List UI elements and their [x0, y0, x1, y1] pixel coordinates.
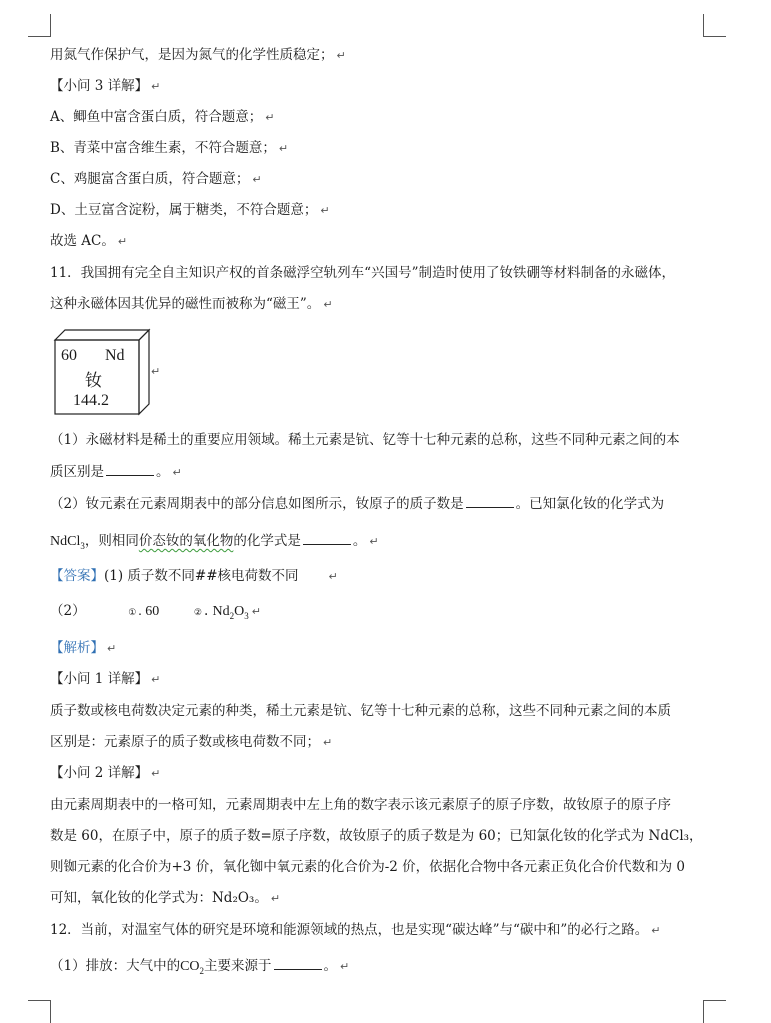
- element-symbol: Nd: [105, 347, 125, 364]
- option-a: A、鲫鱼中富含蛋白质，符合题意； ↵: [50, 109, 275, 125]
- sub-question-2: NdCl$_3$，则相同价态钕的氧化物的化学式是 。 ↵: [50, 530, 379, 556]
- question-12-sub-1: （1）排放：大气中的$CO_2$主要来源于 。 ↵: [50, 955, 349, 981]
- atomic-number: 60: [61, 347, 77, 364]
- option-d: D、土豆富含淀粉，属于糖类，不符合题意； ↵: [50, 202, 330, 218]
- element-name: 钕: [85, 371, 102, 391]
- formula-ndcl3: NdCl$_3$: [50, 534, 85, 551]
- analysis-text: 质子数或核电荷数决定元素的种类，稀土元素是钪、钇等十七种元素的总称，这些不同种元素之间的本质: [50, 703, 671, 719]
- sub-question-2: （2）钕元素在元素周期表中的部分信息如图所示，钕原子的质子数是 。已知氯化钕的化学式为: [50, 493, 664, 514]
- analysis-text: 则铷元素的化合价为+3 价，氧化铷中氧元素的化合价为-2 价，依据化合物中各元素正负化合价代数和为 0: [50, 859, 686, 875]
- analysis-label: 【解析】 ↵: [50, 640, 117, 656]
- sub-question-1: （1）永磁材料是稀土的重要应用领域。稀土元素是钪、钇等十七种元素的总称，这些不同种元素之间的本: [50, 432, 680, 448]
- question-12-text: 12．当前，对温室气体的研究是环境和能源领域的热点，也是实现“碳达峰”与“碳中和”的必行之路。 ↵: [50, 922, 661, 938]
- answer-line-2: （2） ① . 60 ② . $Nd_2O_3$ ↵: [50, 603, 261, 621]
- answer-blank: [303, 530, 351, 545]
- atomic-mass: 144.2: [73, 392, 109, 409]
- section-heading: 【小问 2 详解】 ↵: [50, 765, 161, 781]
- paragraph-mark: ↵: [151, 365, 161, 378]
- answer-blank: [466, 493, 514, 508]
- text-line: 用氮气作保护气，是因为氮气的化学性质稳定； ↵: [50, 47, 346, 63]
- formula-nd2o3: $Nd_2O_3$: [212, 604, 249, 621]
- analysis-text: 数是 60，在原子中，原子的质子数=原子序数，故钕原子的质子数是为 60；已知氯化钕的化学式为 NdCl₃，: [50, 828, 703, 844]
- answer-label: 【答案】: [50, 568, 104, 584]
- sub-question-1: 质区别是 。 ↵: [50, 461, 182, 483]
- analysis-text: 区别是：元素原子的质子数或核电荷数不同； ↵: [50, 734, 333, 750]
- option-c: C、鸡腿富含蛋白质，符合题意； ↵: [50, 171, 262, 187]
- analysis-text: 由元素周期表中的一格可知，元素周期表中左上角的数字表示该元素原子的原子序数，故钕原子的原子序: [50, 797, 671, 813]
- corner-mark-top-right: [703, 14, 726, 37]
- section-heading: 【小问 3 详解】 ↵: [50, 78, 161, 94]
- answer-choice: 故选 AC。 ↵: [50, 233, 128, 249]
- question-11-text: 这种永磁体因其优异的磁性而被称为“磁王”。 ↵: [50, 296, 333, 312]
- element-cell-figure: [53, 328, 153, 416]
- option-b: B、青菜中富含维生素，不符合题意； ↵: [50, 140, 289, 156]
- formula-co2: $CO_2$: [180, 959, 205, 976]
- analysis-text: 可知，氧化钕的化学式为：Nd₂O₃。 ↵: [50, 890, 281, 906]
- corner-mark-bottom-left: [28, 1000, 51, 1023]
- corner-mark-top-left: [28, 14, 51, 37]
- corner-mark-bottom-right: [703, 1000, 726, 1023]
- question-11-text: 11．我国拥有完全自主知识产权的首条磁浮空轨列车“兴国号”制造时使用了钕铁硼等材料制备的永磁体，: [50, 265, 675, 281]
- answer-line: 【答案】(1) 质子数不同##核电荷数不同 ↵: [50, 568, 338, 584]
- answer-blank: [106, 461, 154, 476]
- answer-blank: [274, 955, 322, 970]
- section-heading: 【小问 1 详解】 ↵: [50, 671, 161, 687]
